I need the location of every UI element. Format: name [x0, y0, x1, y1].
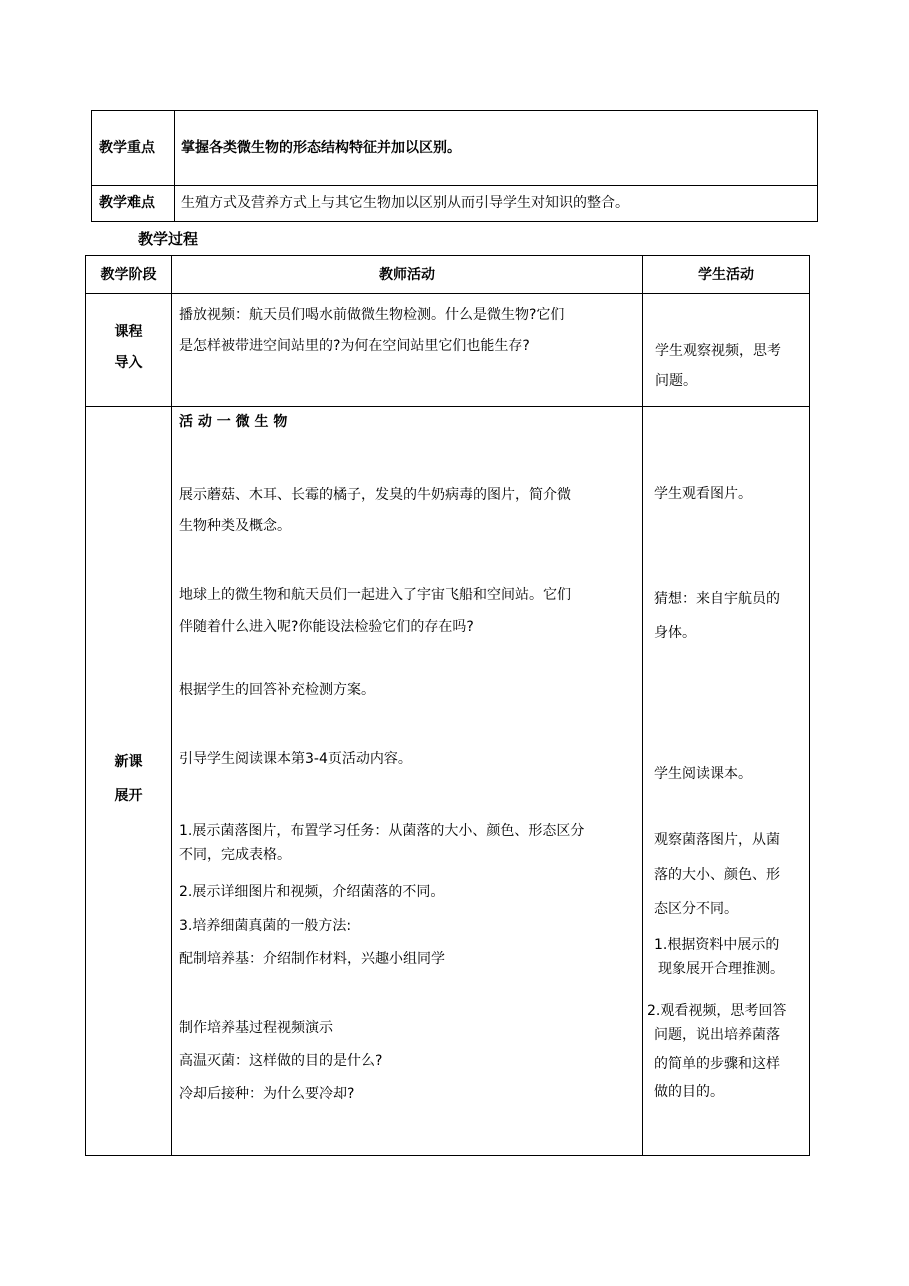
difficulty-label: 教学难点: [99, 195, 155, 211]
teacher-p3: 根据学生的回答补充检测方案。: [179, 682, 375, 698]
top-table-border-bottom: [91, 221, 818, 222]
teacher-p9: 制作培养基过程视频演示: [179, 1020, 333, 1036]
student-s6-line2: 问题，说出培养菌落: [654, 1027, 780, 1043]
teacher-p6: 2.展示详细图片和视频，介绍菌落的不同。: [179, 884, 445, 900]
teacher-p2-line1: 地球上的微生物和航天员们一起进入了宇宙飞船和空间站。它们: [179, 587, 571, 603]
student-s2-line1: 猜想：来自宇航员的: [654, 591, 780, 607]
intro-student-line2: 问题。: [655, 373, 697, 389]
intro-student-line1: 学生观察视频，思考: [655, 343, 781, 359]
top-table-border-divider: [174, 110, 175, 222]
teacher-p10: 高温灭菌：这样做的目的是什么?: [179, 1053, 383, 1069]
teacher-p5-line1: 1.展示菌落图片，布置学习任务：从菌落的大小、颜色、形态区分: [179, 823, 585, 839]
header-student-activity: 学生活动: [698, 267, 754, 283]
teacher-p7: 3.培养细菌真菌的一般方法:: [179, 918, 352, 934]
key-point-content: 掌握各类微生物的形态结构特征并加以区别。: [181, 140, 461, 156]
stage-new-lesson-line1: 新课: [114, 754, 143, 770]
student-s4-line3: 态区分不同。: [654, 901, 738, 917]
teacher-p11: 冷却后接种：为什么要冷却?: [179, 1086, 355, 1102]
difficulty-content: 生殖方式及营养方式上与其它生物加以区别从而引导学生对知识的整合。: [181, 195, 629, 211]
process-table-col1-divider: [171, 255, 172, 1156]
process-table-border-top: [85, 255, 810, 256]
teacher-p1-line1: 展示蘑菇、木耳、长霉的橘子，发臭的牛奶病毒的图片，简介微: [179, 487, 571, 503]
stage-new-lesson-line2: 展开: [114, 788, 143, 804]
stage-intro-line1: 课程: [114, 324, 143, 340]
top-table-border-left: [91, 110, 92, 222]
student-s6-line1: 2.观看视频，思考回答: [647, 1003, 787, 1019]
process-table-header-border: [85, 293, 810, 294]
intro-teacher-line1: 播放视频：航天员们喝水前做微生物检测。什么是微生物?它们: [179, 307, 565, 323]
key-point-label: 教学重点: [99, 140, 155, 156]
header-stage: 教学阶段: [100, 267, 157, 283]
student-s5-line1: 1.根据资料中展示的: [654, 937, 780, 953]
activity-heading: 活 动 一 微 生 物: [179, 414, 288, 430]
top-table-border-mid: [91, 185, 818, 186]
student-s2-line2: 身体。: [654, 625, 696, 641]
student-s6-line3: 的简单的步骤和这样: [654, 1056, 780, 1072]
process-table-border-left: [85, 255, 86, 1156]
section-title: 教学过程: [138, 230, 199, 248]
process-table-border-right: [809, 255, 810, 1156]
teacher-p8: 配制培养基：介绍制作材料，兴趣小组同学: [179, 951, 445, 967]
teacher-p4: 引导学生阅读课本第3-4页活动内容。: [179, 751, 412, 767]
process-table-col2-divider: [642, 255, 643, 1156]
student-s4-line2: 落的大小、颜色、形: [654, 867, 780, 883]
header-teacher-activity: 教师活动: [379, 267, 435, 283]
stage-intro-line2: 导入: [114, 355, 143, 371]
student-s4-line1: 观察菌落图片，从菌: [654, 832, 780, 848]
teacher-p5-line2: 不同，完成表格。: [179, 847, 291, 863]
process-table-border-bottom: [85, 1155, 810, 1156]
intro-teacher-line2: 是怎样被带进空间站里的?为何在空间站里它们也能生存?: [179, 338, 530, 354]
process-table-row1-border: [85, 406, 810, 407]
student-s1: 学生观看图片。: [654, 486, 752, 502]
teacher-p2-line2: 伴随着什么进入呢?你能设法检验它们的存在吗?: [179, 619, 474, 635]
student-s3: 学生阅读课本。: [654, 766, 752, 782]
student-s5-line2: 现象展开合理推测。: [658, 961, 784, 977]
teacher-p1-line2: 生物种类及概念。: [179, 518, 291, 534]
top-table-border-right: [817, 110, 818, 222]
top-table-border-top: [91, 110, 818, 111]
student-s6-line4: 做的目的。: [654, 1084, 724, 1100]
